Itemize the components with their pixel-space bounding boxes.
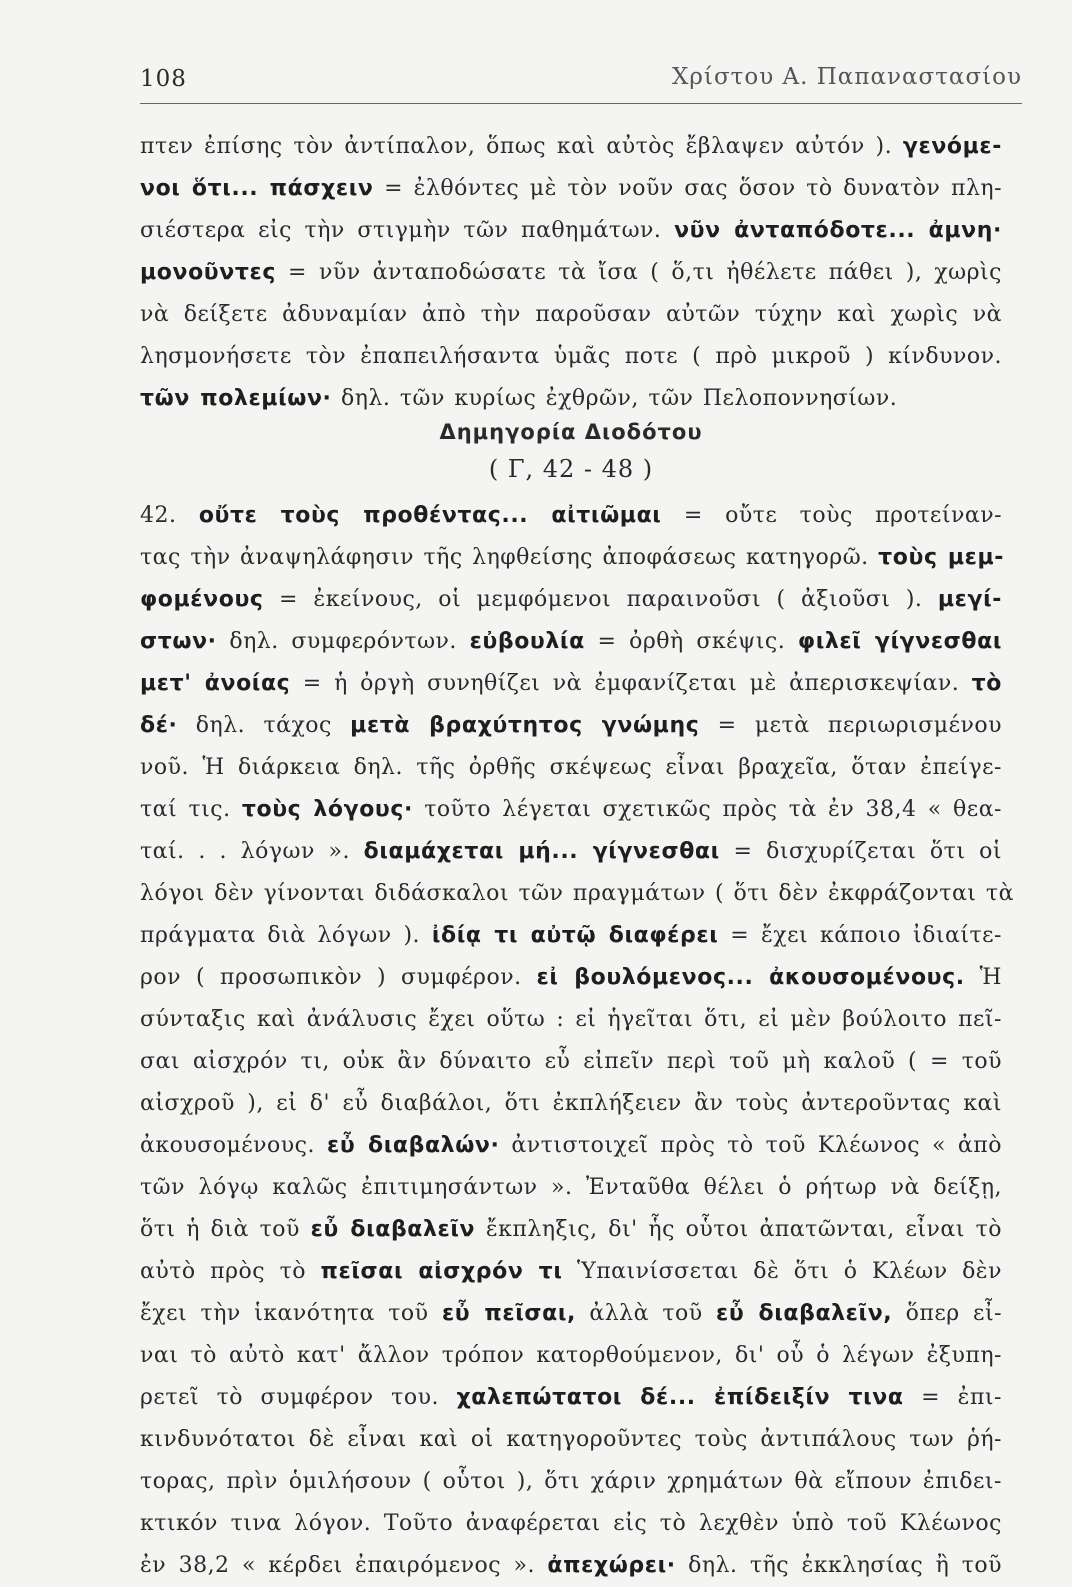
header-rule bbox=[140, 103, 1022, 104]
lemma-term: τῶν πολεμίων· bbox=[140, 386, 332, 411]
lemma-term: γενόμε- bbox=[902, 134, 1002, 159]
text-line bbox=[140, 621, 1002, 663]
gloss-text: τας τὴν ἀναψηλάφησιν τῆς ληφθείσης ἀποφάσεως κατηγορῶ. bbox=[140, 545, 879, 570]
gloss-text: = ἐλθόντες μὲ τὸν νοῦν σας ὅσον τὸ δυνατὸν πλη- bbox=[373, 176, 1002, 201]
gloss-text: ἀκουσομένους. bbox=[140, 1133, 327, 1158]
lemma-term: τοὺς λόγους· bbox=[241, 797, 413, 822]
gloss-text: δηλ. τῶν κυρίως ἐχθρῶν, τῶν Πελοποννησίων. bbox=[331, 386, 898, 411]
gloss-text: τορας, πρὶν ὁμιλήσουν ( οὗτοι ), ὅτι χάριν χρημάτων θὰ εἴπουν ἐπιδει- bbox=[140, 1469, 1002, 1494]
gloss-text: = ὀρθὴ σκέψις. bbox=[584, 629, 798, 654]
gloss-text: αὐτὸ πρὸς τὸ bbox=[140, 1259, 321, 1284]
text-line bbox=[140, 210, 1002, 252]
text-line bbox=[140, 1545, 1002, 1587]
text-line bbox=[140, 252, 1002, 294]
text-line bbox=[140, 1293, 1002, 1335]
lemma-term: εὖ διαβαλεῖν, bbox=[716, 1301, 893, 1326]
gloss-text: Ὑπαινίσσεται δὲ ὅτι ὁ Κλέων δὲν bbox=[562, 1259, 1002, 1284]
text-line bbox=[140, 1503, 1002, 1545]
lemma-term: οὔτε τοὺς προθέντας... αἰτιῶμαι bbox=[198, 503, 662, 528]
text-line bbox=[140, 1377, 1002, 1419]
gloss-text: ὅτι ἡ διὰ τοῦ bbox=[140, 1217, 311, 1242]
gloss-text: νὰ δείξετε ἀδυναμίαν ἀπὸ τὴν παροῦσαν αὐτῶν τύχην καὶ χωρὶς νὰ bbox=[140, 302, 1002, 327]
text-line bbox=[140, 537, 1005, 579]
lemma-term: μεγί- bbox=[937, 587, 1002, 612]
text-line bbox=[140, 1125, 1002, 1167]
page-header bbox=[140, 62, 1022, 98]
gloss-text: δηλ. τῆς ἐκκλησίας ἢ τοῦ bbox=[675, 1553, 1002, 1578]
lemma-term: φομένους bbox=[140, 587, 264, 612]
text-line bbox=[140, 1251, 1002, 1293]
gloss-text: 42. bbox=[140, 503, 199, 528]
running-head: Χρίστου Α. Παπαναστασίου bbox=[672, 64, 1022, 90]
gloss-text: = ἐκείνους, οἱ μεμφόμενοι παραινοῦσι ( ἀξιοῦσι ). bbox=[263, 587, 938, 612]
gloss-text: τοῦτο λέγεται σχετικῶς πρὸς τὰ ἐν 38,4 « θεα- bbox=[412, 797, 1002, 822]
gloss-text: ἔκπληξις, δι' ἧς οὗτοι ἀπατῶνται, εἶναι τὸ bbox=[475, 1217, 1002, 1242]
gloss-text: πράγματα διὰ λόγων ). bbox=[140, 923, 432, 948]
gloss-text: κινδυνότατοι δὲ εἶναι καὶ οἱ κατηγοροῦντες τοὺς ἀντιπάλους των ῥή- bbox=[140, 1427, 1002, 1452]
text-line bbox=[140, 336, 1002, 378]
text-line bbox=[140, 378, 1002, 420]
section-reference: ( Γ, 42 - 48 ) bbox=[488, 455, 654, 483]
text-line bbox=[140, 705, 1002, 747]
gloss-text: τῶν λόγῳ καλῶς ἐπιτιμησάντων ». Ἐνταῦθα θέλει ὁ ρήτωρ νὰ δείξῃ, bbox=[140, 1175, 1002, 1200]
gloss-text: ρον ( προσωπικὸν ) συμφέρον. bbox=[140, 965, 537, 990]
gloss-text: δηλ. τάχος bbox=[177, 713, 351, 738]
text-line bbox=[140, 1461, 1002, 1503]
gloss-text: = οὔτε τοὺς προτείναν- bbox=[661, 503, 1002, 528]
lemma-term: νῦν ἀνταπόδοτε... ἀμνη· bbox=[674, 218, 1002, 243]
lemma-term: φιλεῖ γίγνεσθαι bbox=[797, 629, 1002, 654]
text-line bbox=[140, 663, 1002, 705]
text-line bbox=[140, 1041, 1002, 1083]
gloss-text: ρετεῖ τὸ συμφέρον του. bbox=[140, 1385, 457, 1410]
text-line bbox=[140, 1419, 1002, 1461]
lemma-term: δέ· bbox=[140, 713, 178, 738]
lemma-term: νοι ὅτι... πάσχειν bbox=[140, 176, 374, 201]
text-line bbox=[140, 831, 1002, 873]
gloss-text: λησμονήσετε τὸν ἐπαπειλήσαντα ὑμᾶς ποτε ( πρὸ μικροῦ ) κίνδυνον. bbox=[140, 344, 1002, 369]
gloss-text: = ἔχει κάποιο ἰδιαίτε- bbox=[718, 923, 1002, 948]
gloss-text: ἀλλὰ τοῦ bbox=[576, 1301, 717, 1326]
gloss-text: ταί. . . λόγων ». bbox=[140, 839, 364, 864]
lemma-term: τὸ bbox=[971, 671, 1002, 696]
lemma-term: μονοῦντες bbox=[140, 260, 276, 285]
text-line bbox=[140, 1209, 1002, 1251]
text-line bbox=[140, 915, 1002, 957]
lemma-term: πεῖσαι αἰσχρόν τι bbox=[320, 1259, 563, 1284]
lemma-term: εὐβουλία bbox=[469, 629, 585, 654]
gloss-text: = δισχυρίζεται ὅτι οἱ bbox=[719, 839, 1002, 864]
gloss-text: = νῦν ἀνταποδώσατε τὰ ἴσα ( ὅ,τι ἠθέλετε πάθει ), χωρὶς bbox=[275, 260, 1002, 285]
gloss-text: ταί τις. bbox=[140, 797, 242, 822]
gloss-text: = ἐπι- bbox=[903, 1385, 1002, 1410]
gloss-text: λόγοι δὲν γίνονται διδάσκαλοι τῶν πραγμάτων ( ὅτι δὲν ἐκφράζονται τὰ bbox=[140, 881, 1014, 906]
text-line bbox=[140, 1083, 1002, 1125]
lemma-term: εὖ διαβαλεῖν bbox=[310, 1217, 476, 1242]
text-line bbox=[140, 1335, 1002, 1377]
section-title: Δημηγορία Διοδότου bbox=[439, 420, 703, 444]
text-line bbox=[140, 789, 1002, 831]
gloss-text: ἀντιστοιχεῖ πρὸς τὸ τοῦ Κλέωνος « ἀπὸ bbox=[499, 1133, 1002, 1158]
gloss-text: κτικόν τινα λόγον. Τοῦτο ἀναφέρεται εἰς τὸ λεχθὲν ὑπὸ τοῦ Κλέωνος bbox=[140, 1511, 1002, 1536]
lemma-term: μετ' ἀνοίας bbox=[140, 671, 291, 696]
gloss-text: αἰσχροῦ ), εἰ δ' εὖ διαβάλοι, ὅτι ἐκπλήξειεν ἂν τοὺς ἀντεροῦντας καὶ bbox=[140, 1091, 1002, 1116]
lemma-term: εὖ διαβαλών· bbox=[326, 1133, 500, 1158]
text-line bbox=[140, 495, 1002, 537]
lemma-term: εἰ βουλόμενος... ἀκουσομένους. bbox=[536, 965, 965, 990]
lemma-term: χαλεπώτατοι δέ... ἐπίδειξίν τινα bbox=[456, 1385, 904, 1410]
text-line bbox=[140, 126, 1002, 168]
gloss-text: Ἡ bbox=[964, 965, 1003, 990]
text-line bbox=[140, 999, 1002, 1041]
commentary-block-top bbox=[140, 126, 1002, 420]
gloss-text: ὅπερ εἶ- bbox=[892, 1301, 1003, 1326]
gloss-text: ναι τὸ αὐτὸ κατ' ἄλλον τρόπον κατορθούμενον, δι' οὗ ὁ λέγων ἐξυπη- bbox=[140, 1343, 1002, 1368]
lemma-term: διαμάχεται μή... γίγνεσθαι bbox=[363, 839, 720, 864]
lemma-term: ἀπεχώρει· bbox=[547, 1553, 676, 1578]
lemma-term: εὖ πεῖσαι, bbox=[441, 1301, 576, 1326]
text-line bbox=[140, 294, 1002, 336]
page-number: 108 bbox=[140, 66, 187, 92]
text-line bbox=[140, 579, 1002, 621]
gloss-text: ἔχει τὴν ἱκανότητα τοῦ bbox=[140, 1301, 442, 1326]
gloss-text: πτεν ἐπίσης τὸν ἀντίπαλον, ὅπως καὶ αὐτὸς ἔβλαψεν αὐτόν ). bbox=[140, 134, 903, 159]
gloss-text: σαι αἰσχρόν τι, οὐκ ἂν δύναιτο εὖ εἰπεῖν περὶ τοῦ μὴ καλοῦ ( = τοῦ bbox=[140, 1049, 1002, 1074]
lemma-term: τοὺς μεμ- bbox=[878, 545, 1005, 570]
gloss-text: σύνταξις καὶ ἀνάλυσις ἔχει οὕτω : εἰ ἡγεῖται ὅτι, εἰ μὲν βούλοιτο πεῖ- bbox=[140, 1007, 1002, 1032]
gloss-text: νοῦ. Ἡ διάρκεια δηλ. τῆς ὀρθῆς σκέψεως εἶναι βραχεῖα, ὅταν ἐπείγε- bbox=[140, 755, 1002, 780]
lemma-term: στων· bbox=[140, 629, 217, 654]
gloss-text: σιέστερα εἰς τὴν στιγμὴν τῶν παθημάτων. bbox=[140, 218, 675, 243]
gloss-text: = ἡ ὀργὴ συνηθίζει νὰ ἐμφανίζεται μὲ ἀπερισκεψίαν. bbox=[290, 671, 972, 696]
gloss-text: = μετὰ περιωρισμένου bbox=[699, 713, 1002, 738]
text-line bbox=[140, 873, 1014, 915]
commentary-block-bottom bbox=[140, 495, 1014, 1587]
text-line bbox=[140, 747, 1002, 789]
gloss-text: ἐν 38,2 « κέρδει ἐπαιρόμενος ». bbox=[140, 1553, 548, 1578]
lemma-term: ἰδίᾳ τι αὐτῷ διαφέρει bbox=[431, 923, 719, 948]
text-line bbox=[140, 1167, 1002, 1209]
text-line bbox=[140, 957, 1002, 999]
lemma-term: μετὰ βραχύτητος γνώμης bbox=[350, 713, 700, 738]
gloss-text: δηλ. συμφερόντων. bbox=[216, 629, 470, 654]
text-line bbox=[140, 168, 1002, 210]
